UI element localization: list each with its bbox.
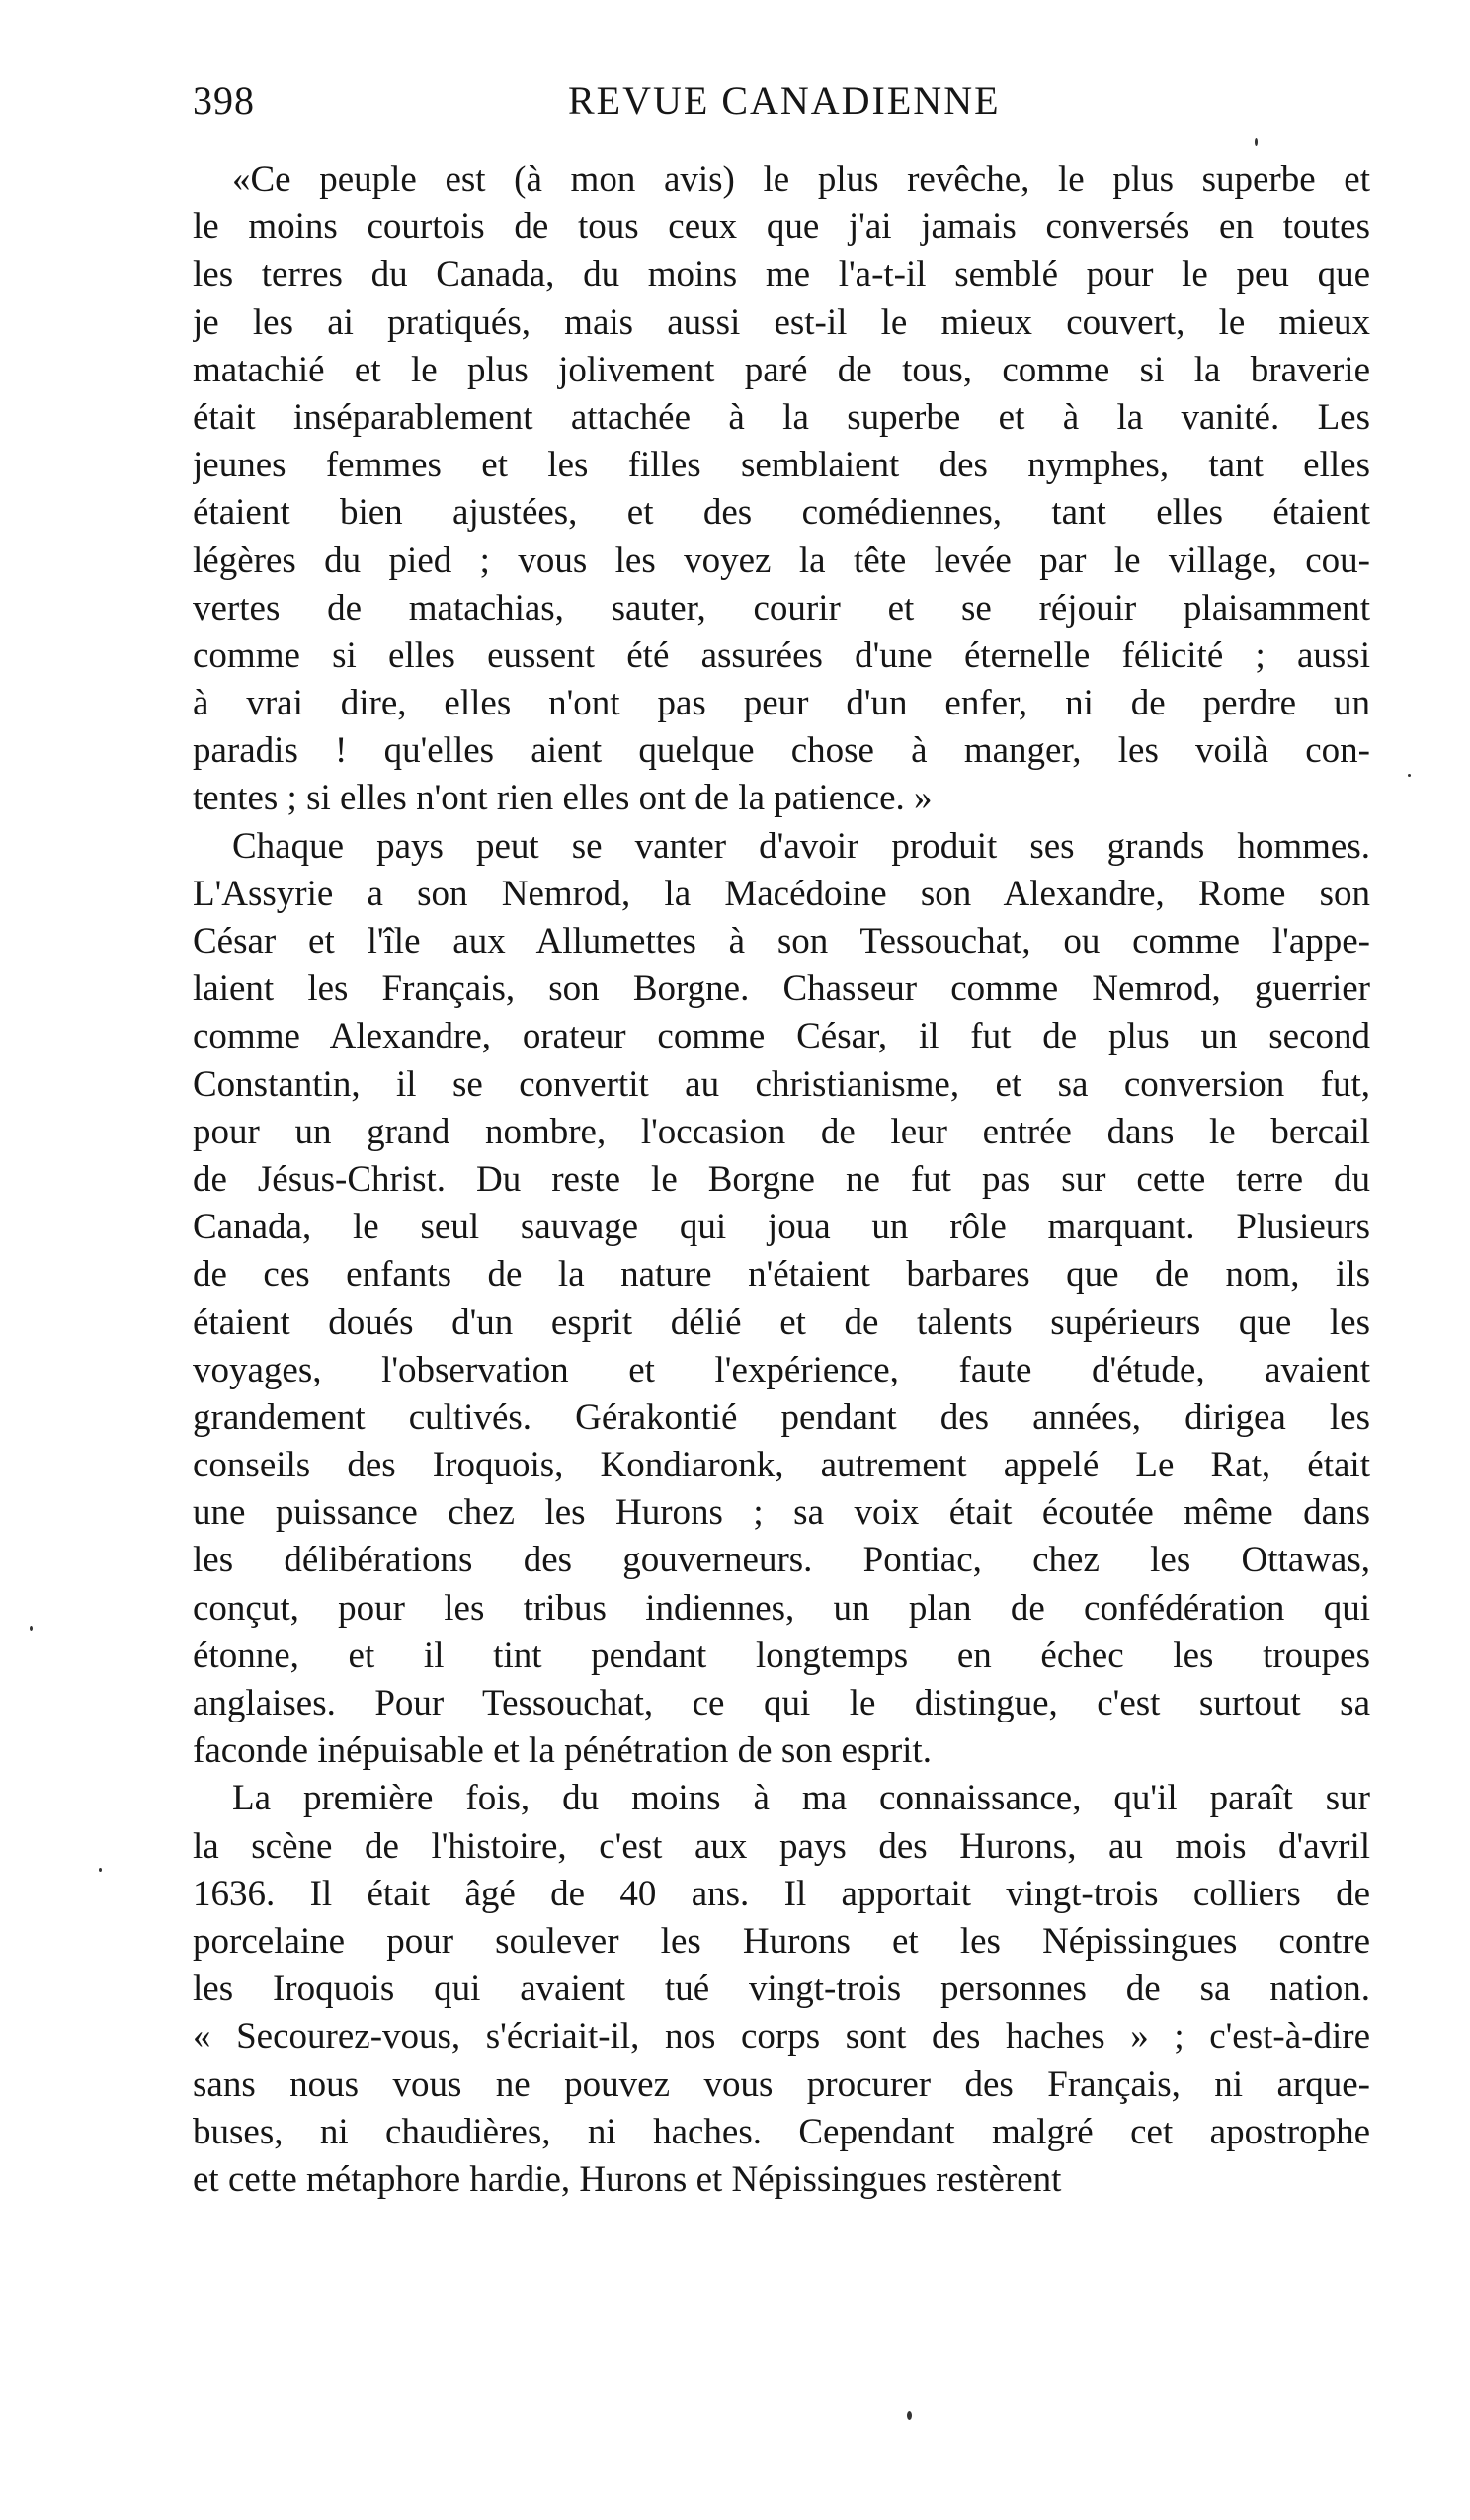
text-line: 1636. Il était âgé de 40 ans. Il apportait vingt-trois colliers de <box>193 1873 1370 1914</box>
text-line: vertes de matachias, sauter, courir et se réjouir plaisamment <box>193 587 1370 629</box>
paragraph <box>193 1775 1370 2204</box>
print-speck <box>99 1868 102 1872</box>
paragraph <box>193 156 1370 823</box>
text-line: sans nous vous ne pouvez vous procurer des Français, ni arque- <box>193 2063 1370 2105</box>
text-line: jeunes femmes et les filles semblaient des nymphes, tant elles <box>193 445 1370 486</box>
body-text <box>193 156 1370 2204</box>
text-line: voyages, l'observation et l'expérience, faute d'étude, avaient <box>193 1349 1370 1390</box>
text-line: de Jésus-Christ. Du reste le Borgne ne fut pas sur cette terre du <box>193 1158 1370 1200</box>
text-line: L'Assyrie a son Nemrod, la Macédoine son Alexandre, Rome son <box>193 873 1370 914</box>
text-line: légères du pied ; vous les voyez la tête levée par le village, cou- <box>193 540 1370 581</box>
text-line: le moins courtois de tous ceux que j'ai jamais conversés en toutes <box>193 207 1370 248</box>
text-line: buses, ni chaudières, ni haches. Cependant malgré cet apostrophe <box>193 2111 1370 2152</box>
text-line: « Secourez-vous, s'écriait-il, nos corps sont des haches » ; c'est-à-dire <box>193 2016 1370 2058</box>
text-line: comme Alexandre, orateur comme César, il fut de plus un second <box>193 1016 1370 1057</box>
text-line: «Ce peuple est (à mon avis) le plus revêche, le plus superbe et <box>232 159 1370 200</box>
text-line: César et l'île aux Allumettes à son Tessouchat, ou comme l'appe- <box>193 921 1370 962</box>
text-line: pour un grand nombre, l'occasion de leur entrée dans le bercail <box>193 1111 1370 1152</box>
print-speck <box>1255 138 1258 146</box>
text-line: conseils des Iroquois, Kondiaronk, autrement appelé Le Rat, était <box>193 1445 1370 1486</box>
text-line: conçut, pour les tribus indiennes, un plan de confédération qui <box>193 1587 1370 1629</box>
text-line: Chaque pays peut se vanter d'avoir produit ses grands hommes. <box>232 825 1370 867</box>
page-header <box>193 77 1368 126</box>
text-line: de ces enfants de la nature n'étaient barbares que de nom, ils <box>193 1254 1370 1296</box>
text-line: la scène de l'histoire, c'est aux pays des Hurons, au mois d'avril <box>193 1825 1370 1867</box>
page-number: 398 <box>193 78 255 123</box>
text-line: étaient doués d'un esprit délié et de talents supérieurs que les <box>193 1302 1370 1343</box>
text-line: une puissance chez les Hurons ; sa voix était écoutée même dans <box>193 1492 1370 1534</box>
text-line: Canada, le seul sauvage qui joua un rôle marquant. Plusieurs <box>193 1207 1370 1248</box>
text-line: étonne, et il tint pendant longtemps en échec les troupes <box>193 1635 1370 1676</box>
paragraph <box>193 823 1370 1776</box>
text-line: laient les Français, son Borgne. Chasseur comme Nemrod, guerrier <box>193 968 1370 1010</box>
text-line: grandement cultivés. Gérakontié pendant des années, dirigea les <box>193 1396 1370 1438</box>
text-line: anglaises. Pour Tessouchat, ce qui le distingue, c'est surtout sa <box>193 1683 1370 1723</box>
text-line: les délibérations des gouverneurs. Pontiac, chez les Ottawas, <box>193 1540 1370 1581</box>
text-line: matachié et le plus jolivement paré de tous, comme si la braverie <box>193 349 1370 390</box>
text-line: étaient bien ajustées, et des comédiennes, tant elles étaient <box>193 492 1370 534</box>
text-line: et cette métaphore hardie, Hurons et Népissingues restèrent <box>193 2158 1062 2200</box>
print-speck <box>1408 774 1411 777</box>
text-line: les terres du Canada, du moins me l'a-t-il semblé pour le peu que <box>193 254 1370 295</box>
text-line: les Iroquois qui avaient tué vingt-trois personnes de sa nation. <box>193 1969 1370 2010</box>
text-line: tentes ; si elles n'ont rien elles ont de la patience. » <box>193 778 933 819</box>
text-line: je les ai pratiqués, mais aussi est-il le mieux couvert, le mieux <box>193 301 1370 343</box>
text-line: était inséparablement attachée à la superbe et à la vanité. Les <box>193 396 1370 438</box>
running-title: REVUE CANADIENNE <box>568 78 1001 123</box>
text-line: à vrai dire, elles n'ont pas peur d'un enfer, ni de perdre un <box>193 683 1370 724</box>
text-line: Constantin, il se convertit au christianisme, et sa conversion fut, <box>193 1063 1370 1105</box>
print-speck <box>30 1626 33 1631</box>
text-line: porcelaine pour soulever les Hurons et les Népissingues contre <box>193 1920 1370 1962</box>
text-line: La première fois, du moins à ma connaissance, qu'il paraît sur <box>232 1778 1370 1819</box>
text-line: paradis ! qu'elles aient quelque chose à manger, les voilà con- <box>193 730 1370 772</box>
print-speck <box>907 2411 912 2420</box>
text-line: faconde inépuisable et la pénétration de son esprit. <box>193 1730 932 1772</box>
text-line: comme si elles eussent été assurées d'une éternelle félicité ; aussi <box>193 634 1370 676</box>
